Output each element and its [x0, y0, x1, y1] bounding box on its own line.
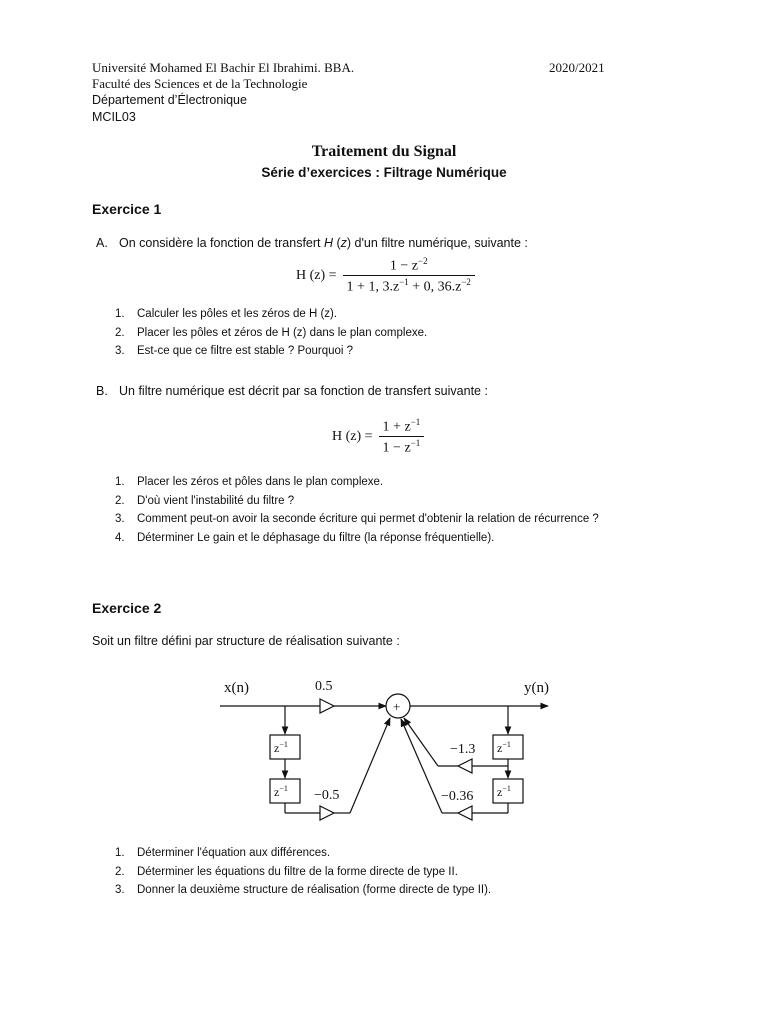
delay-label-fb-2: $z^{-1}$	[497, 784, 511, 799]
delay-label-ff-1: $z^{-1}$	[274, 740, 288, 755]
delay-label-ff-2: $z^{-1}$	[274, 784, 288, 799]
header-faculty: Faculté des Sciences et de la Technologie	[92, 76, 308, 91]
header-year: 2020/2021	[549, 60, 605, 75]
list-item: 3. Est-ce que ce filtre est stable ? Pourquoi ?	[115, 345, 354, 358]
part-a-questions	[115, 305, 427, 361]
label-gain-fb1: −1.3	[450, 742, 476, 757]
gain-amp-bottom	[320, 806, 334, 820]
part-b-questions	[115, 473, 599, 547]
exercise-1-heading: Exercice 1	[92, 201, 162, 217]
part-a-intro: On considère la fonction de transfert H (z) d'un filtre numérique, suivante :	[119, 236, 528, 250]
page-subtitle: Série d’exercices : Filtrage Numérique	[261, 165, 507, 180]
equation-b-lhs: H (z) =	[332, 428, 373, 444]
label-gain-bottom: −0.5	[314, 788, 340, 803]
part-b-intro: Un filtre numérique est décrit par sa fonction de transfert suivante :	[119, 384, 488, 398]
header-department: Département d’Électronique	[92, 93, 247, 107]
list-item: 1. Calculer les pôles et les zéros de H (z).	[115, 308, 338, 321]
part-b-marker: B.	[96, 384, 108, 398]
list-item: 2. D'où vient l'instabilité du filtre ?	[115, 494, 295, 507]
equation-a-fraction: $\frac{1 - z^{-2}}{1 + 1, 3.z^{-1} + 0, 36.z^{-2}}$	[343, 256, 475, 295]
exercise-2-heading: Exercice 2	[92, 600, 162, 616]
page-title: Traitement du Signal	[311, 143, 457, 160]
list-item: 1. Placer les zéros et pôles dans le plan complexe.	[115, 476, 384, 489]
gain-amp-fb1	[458, 759, 472, 773]
list-item: 3. Comment peut-on avoir la seconde écriture qui permet d'obtenir la relation de récurrence ?	[115, 513, 599, 526]
label-input: x(n)	[224, 680, 249, 696]
equation-a	[296, 256, 475, 295]
list-item: 3. Donner la deuxième structure de réalisation (forme directe de type II).	[115, 884, 492, 897]
label-sum: +	[393, 699, 401, 714]
exercise-2-intro: Soit un filtre défini par structure de réalisation suivante :	[92, 634, 400, 648]
header-university: Université Mohamed El Bachir El Ibrahimi. BBA.	[92, 60, 355, 75]
label-output: y(n)	[524, 680, 549, 696]
list-item: 1. Déterminer l'équation aux différences.	[115, 847, 331, 860]
equation-a-lhs: H (z) =	[296, 267, 337, 283]
gain-amp-top	[320, 699, 334, 713]
list-item: 2. Déterminer les équations du filtre de la forme directe de type II.	[115, 865, 458, 878]
equation-b-fraction: $\frac{1 + z^{-1}}{1 - z^{-1}}$	[379, 417, 425, 456]
block-diagram	[210, 668, 560, 828]
exercise-2-questions	[115, 844, 491, 900]
header-course-code: MCIL03	[92, 110, 136, 124]
label-gain-top: 0.5	[315, 679, 333, 694]
equation-b	[332, 417, 424, 456]
gain-amp-fb2	[458, 806, 472, 820]
label-gain-fb2: −0.36	[441, 789, 474, 804]
list-item: 4. Déterminer Le gain et le déphasage du filtre (la réponse fréquentielle).	[115, 531, 495, 544]
part-a-marker: A.	[96, 236, 108, 250]
delay-label-fb-1: $z^{-1}$	[497, 740, 511, 755]
list-item: 2. Placer les pôles et zéros de H (z) dans le plan complexe.	[115, 326, 428, 339]
